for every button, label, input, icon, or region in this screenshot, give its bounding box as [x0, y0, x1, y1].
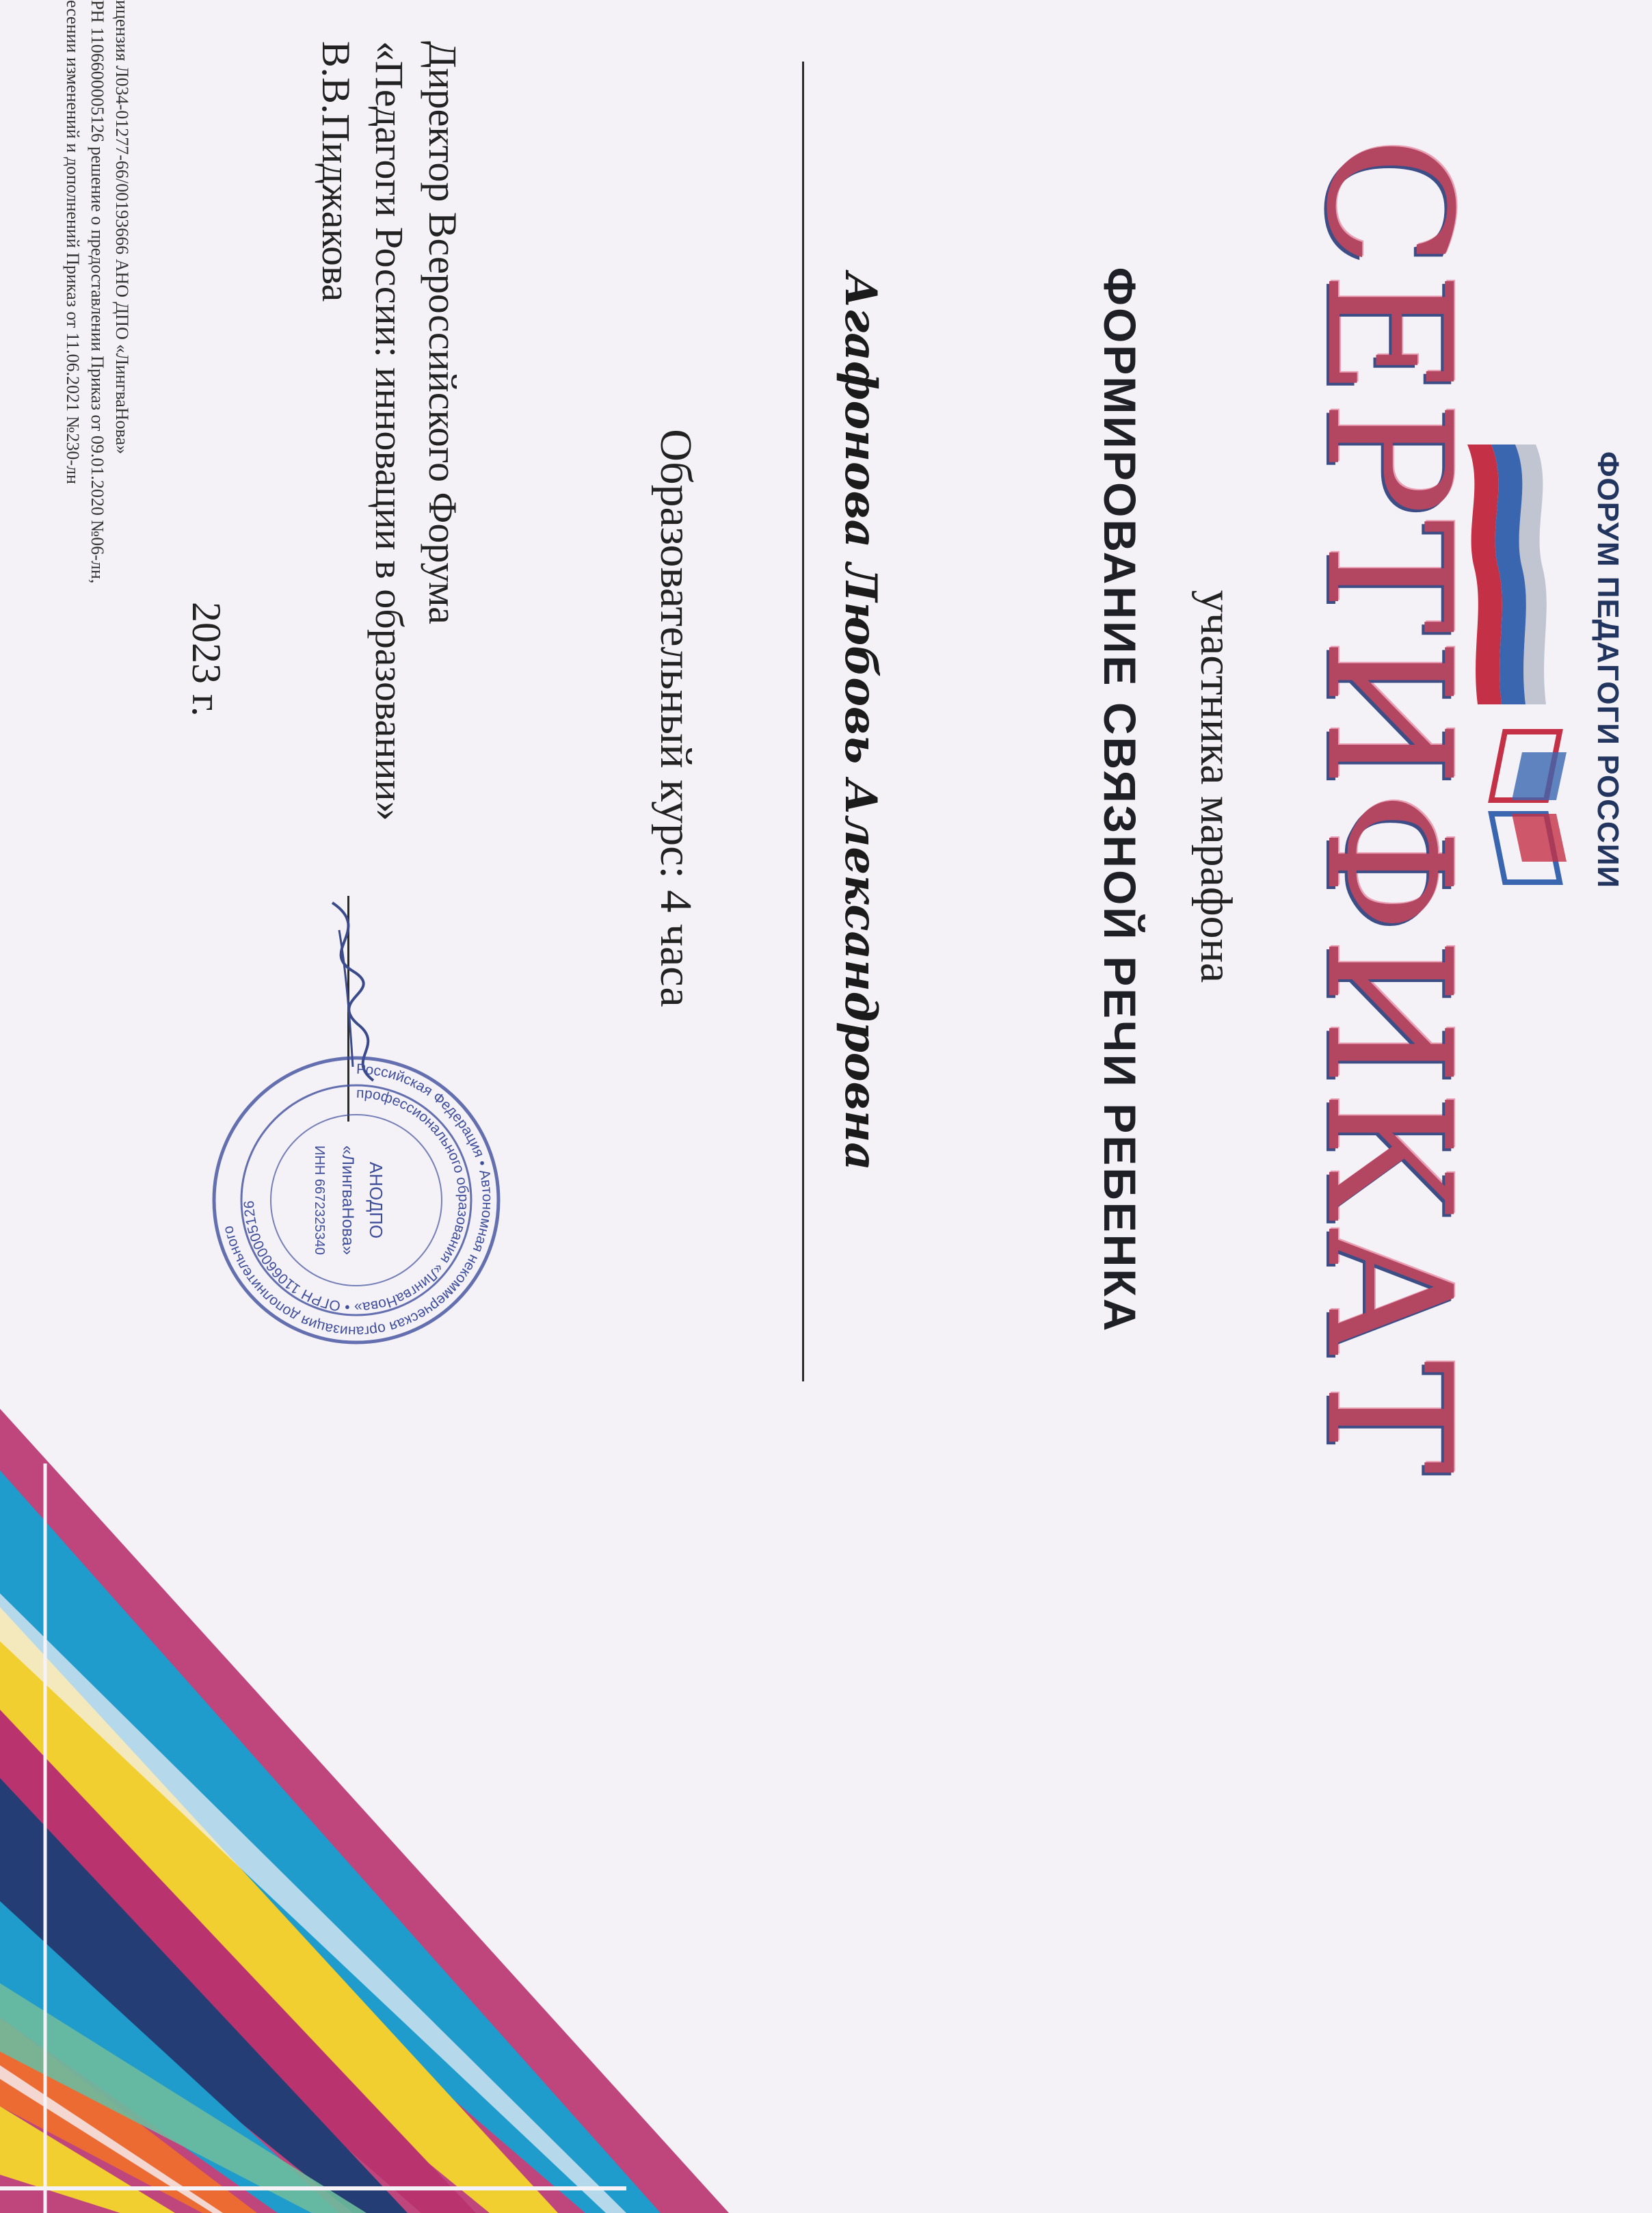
license-line: РН 1106600005126 решение о предоставлении Приказ от 09.01.2020 №06-лн, — [88, 0, 107, 584]
official-stamp — [209, 1053, 503, 1347]
certificate-title: СЕРТИФИКАТ — [1289, 137, 1488, 1479]
stamp-center-text: ИНН 6672325340 — [312, 1145, 327, 1256]
book-icon — [1478, 725, 1587, 889]
stamp-center-text: АНОДПО — [366, 1161, 386, 1239]
director-block — [309, 41, 469, 998]
name-underline — [802, 62, 804, 1381]
certificate-year: 2023 г. — [184, 602, 229, 717]
stamp-text: профессионального образования «ЛингваНова» • ОГРН 1106600005126 — [241, 1085, 472, 1316]
stamp-center-text: «ЛингваНова» — [338, 1145, 357, 1256]
director-title: Директор Всероссийского Форума — [421, 41, 465, 624]
forum-name: «Педагоги России: инновации в образовании» — [367, 41, 412, 821]
course-title: ФОРМИРОВАНИЕ СВЯЗНОЙ РЕЧИ РЕБЕНКА — [1095, 267, 1145, 1334]
logo-text: ФОРУМ ПЕДАГОГИ РОССИИ — [1591, 451, 1625, 889]
course-hours: Образовательный курс: 4 часа — [651, 429, 701, 1007]
license-line: ицензия Л034-01277-66/00193666 АНО ДПО «ЛингваНова» — [112, 0, 132, 455]
license-line: есении изменений и дополнений Приказ от 11.06.2021 №230-лн — [63, 0, 83, 484]
director-name: В.В.Пиджакова — [314, 41, 358, 302]
license-info — [60, 0, 134, 1026]
certificate-subtitle: участника марафона — [1191, 589, 1241, 983]
participant-name: Агафонова Любовь Александровна — [835, 272, 886, 1171]
stamp-text: Российская Федерация • Автономная некоммерческая организация дополнительного — [219, 1061, 496, 1340]
